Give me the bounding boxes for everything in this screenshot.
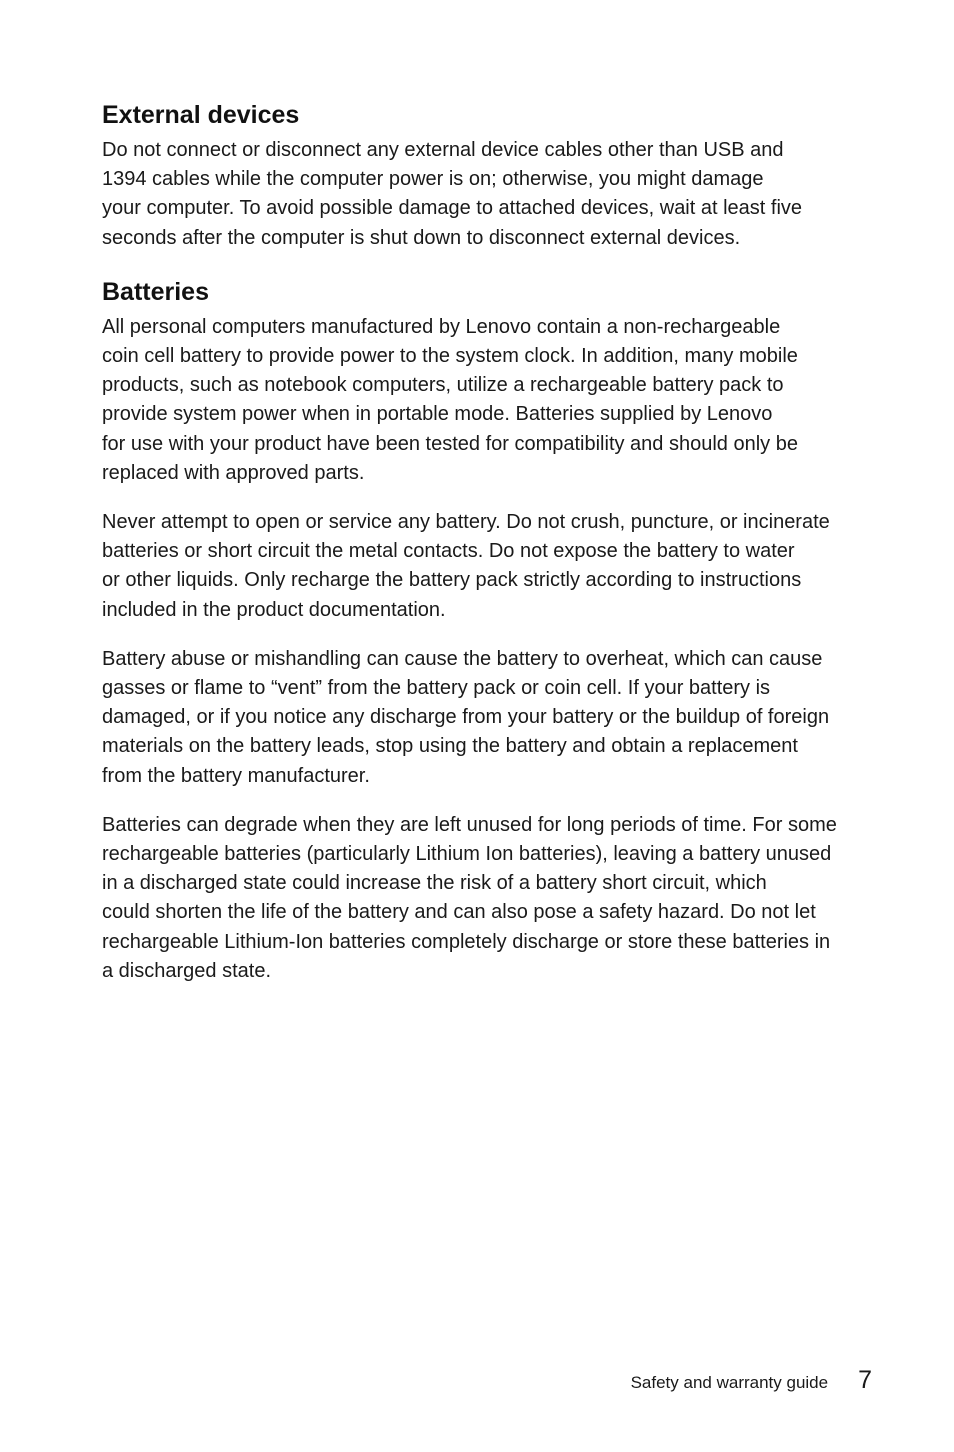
page-footer	[631, 1366, 872, 1395]
page-number: 7	[858, 1366, 872, 1394]
section-heading: Batteries	[102, 277, 209, 306]
page-content	[102, 98, 892, 986]
paragraph: All personal computers manufactured by Lenovo contain a non-rechargeable coin cell battery to provide power to the system clock. In addition, many mobile products, such as notebook computers, utilize a rechargeable battery pack to provide system power when in portable mode. Batteries supplied by Lenovo for use with your product have been tested for compatibility and should only be replaced with approved parts.	[102, 315, 798, 484]
section-batteries	[102, 275, 892, 986]
footer-label: Safety and warranty guide	[630, 1373, 829, 1392]
section-external-devices	[102, 98, 892, 253]
paragraph: Do not connect or disconnect any external device cables other than USB and 1394 cables while the computer power is on; otherwise, you might damage your computer. To avoid possible damage to attached devices, wait at least five seconds after the computer is shut down to disconnect external devices.	[102, 139, 803, 249]
paragraph: Never attempt to open or service any battery. Do not crush, puncture, or incinerate batteries or short circuit the metal contacts. Do not expose the battery to water or other liquids. Only recharge the battery pack strictly according to instructions included in the product documentation.	[102, 511, 830, 621]
section-heading: External devices	[102, 101, 300, 129]
paragraph: Battery abuse or mishandling can cause the battery to overheat, which can cause gasses or flame to “vent” from the battery pack or coin cell. If your battery is damaged, or if you notice any discharge from your battery or the buildup of foreign materials on the battery leads, stop using the battery and obtain a replacement from the battery manufacturer.	[102, 647, 830, 787]
paragraph: Batteries can degrade when they are left unused for long periods of time. For some rechargeable batteries (particularly Lithium Ion batteries), leaving a battery unused in a discharged state could increase the risk of a battery short circuit, which could shorten the life of the battery and can also pose a safety hazard. Do not let rechargeable Lithium-Ion batteries completely discharge or store these batteries in a discharged state.	[102, 813, 837, 982]
